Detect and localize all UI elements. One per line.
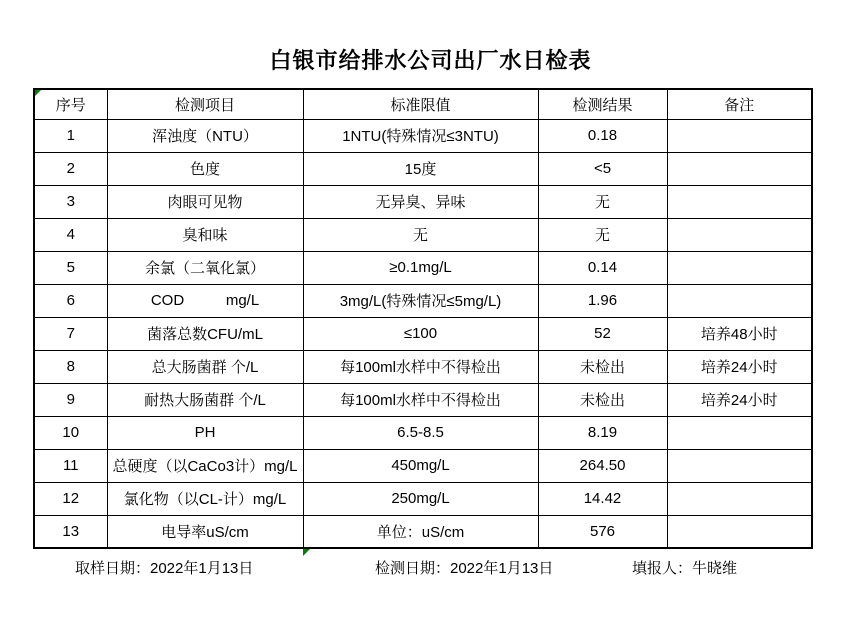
- cell-note: [667, 185, 812, 218]
- cell-result: 未检出: [538, 350, 667, 383]
- sampling-date-label: 取样日期：2022年1月13日: [75, 560, 254, 577]
- cell-no: 3: [34, 185, 107, 218]
- green-bottom-triangle-icon: [303, 549, 310, 556]
- col-header-item: 检测项目: [107, 89, 303, 119]
- cell-standard: 无异臭、异味: [303, 185, 538, 218]
- cell-no: 4: [34, 218, 107, 251]
- table-row: [34, 317, 812, 350]
- cell-standard: 15度: [303, 152, 538, 185]
- cell-no: 6: [34, 284, 107, 317]
- cell-result: 0.18: [538, 119, 667, 152]
- cell-item: 色度: [107, 152, 303, 185]
- cell-standard: ≥0.1mg/L: [303, 251, 538, 284]
- cell-item: 氯化物（以CL-计）mg/L: [107, 482, 303, 515]
- col-header-standard: 标准限值: [303, 89, 538, 119]
- cell-note: 培养48小时: [667, 317, 812, 350]
- cell-standard: 450mg/L: [303, 449, 538, 482]
- col-header-no: 序号: [34, 89, 107, 119]
- cell-result: <5: [538, 152, 667, 185]
- footer-line: [0, 557, 861, 577]
- table-row: [34, 416, 812, 449]
- cell-note: 培养24小时: [667, 350, 812, 383]
- table-row: [34, 119, 812, 152]
- table-row: [34, 251, 812, 284]
- cell-no: 10: [34, 416, 107, 449]
- cell-standard: 单位：uS/cm: [303, 515, 538, 548]
- cell-item: 耐热大肠菌群 个/L: [107, 383, 303, 416]
- cell-note: [667, 152, 812, 185]
- cell-result: 未检出: [538, 383, 667, 416]
- cell-no: 5: [34, 251, 107, 284]
- inspection-table: [33, 88, 813, 549]
- cell-no: 2: [34, 152, 107, 185]
- cell-note: [667, 416, 812, 449]
- cell-item: 肉眼可见物: [107, 185, 303, 218]
- cell-standard: ≤100: [303, 317, 538, 350]
- table-row: [34, 383, 812, 416]
- cell-standard: 每100ml水样中不得检出: [303, 383, 538, 416]
- table-row: [34, 284, 812, 317]
- cell-standard: 3mg/L(特殊情况≤5mg/L): [303, 284, 538, 317]
- table-row: [34, 185, 812, 218]
- cell-item: 总硬度（以CaCo3计）mg/L: [107, 449, 303, 482]
- cell-result: 无: [538, 218, 667, 251]
- table-row: [34, 482, 812, 515]
- cell-item: 浑浊度（NTU）: [107, 119, 303, 152]
- cell-note: 培养24小时: [667, 383, 812, 416]
- cell-result: 52: [538, 317, 667, 350]
- cell-no: 11: [34, 449, 107, 482]
- cell-no: 12: [34, 482, 107, 515]
- cell-no: 13: [34, 515, 107, 548]
- page-title: 白银市给排水公司出厂水日检表: [269, 48, 592, 73]
- test-date-label: 检测日期：2022年1月13日: [375, 560, 554, 577]
- cell-item: 臭和味: [107, 218, 303, 251]
- cell-note: [667, 515, 812, 548]
- cell-no: 1: [34, 119, 107, 152]
- cell-item: 总大肠菌群 个/L: [107, 350, 303, 383]
- cell-note: [667, 449, 812, 482]
- cell-item: COD mg/L: [107, 284, 303, 317]
- cell-standard: 无: [303, 218, 538, 251]
- cell-item: 余氯（二氧化氯）: [107, 251, 303, 284]
- cell-standard: 250mg/L: [303, 482, 538, 515]
- cell-result: 1.96: [538, 284, 667, 317]
- cell-result: 无: [538, 185, 667, 218]
- reporter-label: 填报人：牛晓维: [632, 560, 738, 577]
- cell-result: 576: [538, 515, 667, 548]
- table-header-row: [34, 89, 812, 119]
- cell-standard: 每100ml水样中不得检出: [303, 350, 538, 383]
- table-row: [34, 449, 812, 482]
- cell-result: 8.19: [538, 416, 667, 449]
- cell-note: [667, 284, 812, 317]
- cell-standard: 6.5-8.5: [303, 416, 538, 449]
- col-header-result: 检测结果: [538, 89, 667, 119]
- table-row: [34, 350, 812, 383]
- cell-no: 9: [34, 383, 107, 416]
- col-header-note: 备注: [667, 89, 812, 119]
- cell-result: 0.14: [538, 251, 667, 284]
- cell-standard: 1NTU(特殊情况≤3NTU): [303, 119, 538, 152]
- cell-item: PH: [107, 416, 303, 449]
- cell-item: 电导率uS/cm: [107, 515, 303, 548]
- cell-note: [667, 218, 812, 251]
- table-row: [34, 218, 812, 251]
- cell-item: 菌落总数CFU/mL: [107, 317, 303, 350]
- cell-result: 14.42: [538, 482, 667, 515]
- cell-no: 7: [34, 317, 107, 350]
- table-row: [34, 152, 812, 185]
- cell-note: [667, 251, 812, 284]
- cell-no: 8: [34, 350, 107, 383]
- cell-note: [667, 482, 812, 515]
- cell-result: 264.50: [538, 449, 667, 482]
- table-row: [34, 515, 812, 548]
- cell-note: [667, 119, 812, 152]
